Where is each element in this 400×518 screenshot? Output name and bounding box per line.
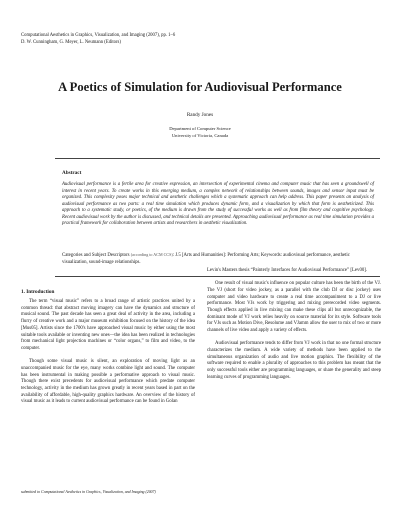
categories-rest: : J.5 [Arts and Humanities]: Performing Arts; Keywords: audiovisual performance, aesthetic visualization, sound-image relationships. <box>62 253 350 265</box>
right-paragraph-1: Levin's Masters thesis “Painterly Interfaces for Audiovisual Performance” [Lev00]. <box>207 268 368 273</box>
intro-paragraph-1: The term “visual music” refers to a broad range of artistic practices united by a common thread: that abstract moving imagery can have the dynamics and structure of musical sound. The past decade has seen a great deal of activity in the area, including a flurry of creative work and a major museum exhibition focused on the history of the idea [Mus05]. Artists since the 1700's have approached visual music by either using the most suitable tools available or inventing new ones—the idea has been realized in technologies from mechanical light projection machines or “color organs,” to film and video, to the computer. <box>21 299 195 351</box>
intro-paragraph-2: Though some visual music is silent, an exploration of moving light as an unaccompanied music for the eye, many works combine light and sound. The computer has been instrumental in making possible a performative approach to visual music. Though there exist precedents for audiovisual performance which predate computer technology, activity in the medium has grown greatly in recent years based in part on the availability of affordable, high-quality graphics hardware. An overview of the history of visual music as it leads to current audiovisual performance can be found in Golan <box>21 359 195 405</box>
author-name: Randy Jones <box>186 112 214 118</box>
categories-prefix: Categories and Subject Descriptors <box>62 253 131 258</box>
abstract-body: Audiovisual performance is a fertile area for creative expression, an intersection of experimental cinema and computer music that has seen a groundswell of interest in recent years. To create works in this emerging medium, a complex network of relationships between sounds, images and sensor input must be organized. This complexity poses major technical and aesthetic challenges which a systematic approach can help address. This paper presents an analysis of audiovisual performance as two parts: a real time simulation which produces dynamic form, and a visualization by which that form is aestheticized. This approach to a systematic study, or poetics, of the medium is drawn from the study of successful works as well as from film theory and cognitive psychology. Recent audiovisual work by the author is discussed, and technical details are presented. Approaching audiovisual performance as real time simulation provides a practical framework for collaboration between artists and researchers in aesthetic visualization. <box>62 182 374 226</box>
affiliation-university: University of Victoria, Canada <box>171 132 229 138</box>
page-footer: submitted to Computational Aesthetics in Graphics, Visualization, and Imaging (2007) <box>21 490 156 494</box>
categories-descriptors <box>62 252 374 266</box>
author-affiliation <box>0 126 400 139</box>
left-column <box>21 299 195 413</box>
section-heading-introduction: 1. Introduction <box>21 289 55 295</box>
paper-title: A Poetics of Simulation for Audiovisual Performance <box>58 80 342 94</box>
running-header <box>21 33 175 47</box>
abstract-top-rule <box>55 158 380 159</box>
affiliation-department: Department of Computer Science <box>169 126 231 131</box>
header-editors: D. W. Cunningham, G. Meyer, L. Neumann (Editors) <box>21 39 121 45</box>
right-paragraph-2: One result of visual music's influence on popular culture has been the birth of the VJ. The VJ (short for video jockey, as a parallel with the club DJ or disc jockey) uses computer and video hardware to create a real time accompaniment to a DJ or live performance. Most VJs work by triggering and mixing prerecorded video segments. Though effects applied in live mixing can make these clips all but unrecognizable, the dominant mode of VJ work relies heavily on source material for its style. Software tools for VJs such as Motion Dive, Resolume and VJamm allow the user to mix of two or more channels of live video and apply a variety of effects. <box>207 281 381 334</box>
categories-ref: (according to ACM CCS) <box>130 252 173 257</box>
header-proceedings: Computational Aesthetics in Graphics, Visualization, and Imaging (2007), pp. 1–6 <box>21 33 176 38</box>
abstract-heading: Abstract <box>62 170 82 176</box>
right-paragraph-3: Audiovisual performance tends to differ from VJ work in that no one formal structure characterizes the medium. A wide variety of methods have been applied to the simultaneous organization of audio and live motion graphics. The flexibility of the software required to enable a plurality of approaches to this problem has meant that the only successful tools either are programming languages, or share the generality and steep learning curves of programming languages. <box>207 341 381 380</box>
right-column <box>207 268 381 388</box>
